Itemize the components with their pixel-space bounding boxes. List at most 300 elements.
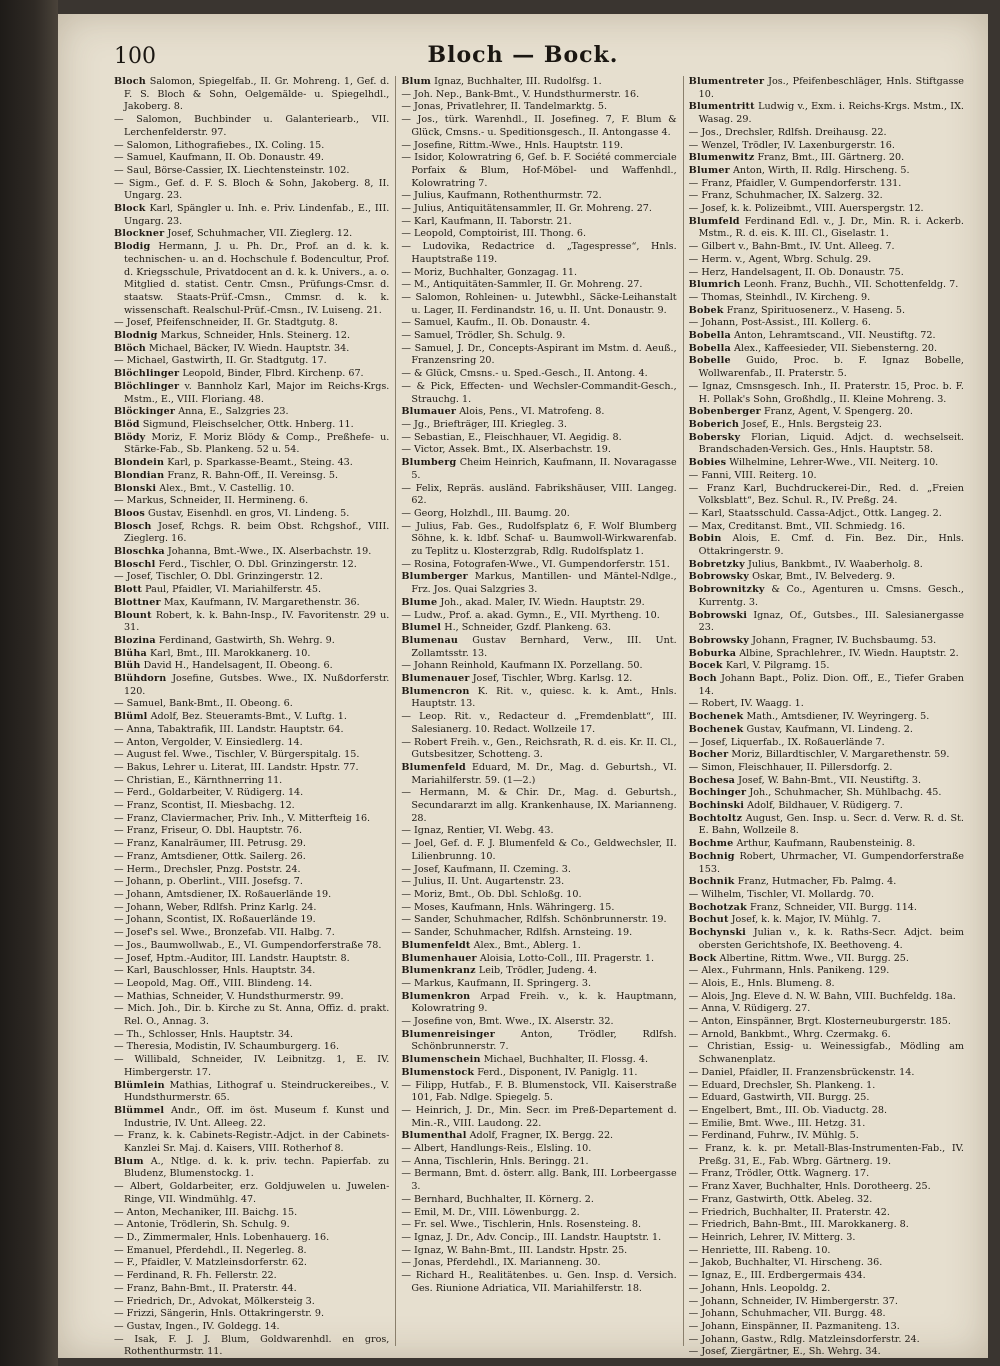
entry-text: Max, Creditanst. Bmt., VII. Schmiedg. 16. — [701, 520, 906, 532]
repeat-dash: — — [688, 990, 702, 1002]
entry-text: Franz, Agent, V. Spengerg. 20. — [763, 406, 913, 418]
entry-surname: Bobersky — [688, 431, 741, 443]
repeat-dash: — — [114, 952, 127, 964]
entry-text: Jg., Briefträger, III. Kriegleg. 3. — [413, 418, 567, 430]
directory-entry — [114, 114, 389, 139]
entry-text: Jonas, Pferdehdl., IX. Marianneng. 30. — [413, 1257, 601, 1269]
repeat-dash: — — [114, 139, 127, 151]
entry-text: Karl, Kaufmann, II. Taborstr. 21. — [413, 215, 572, 227]
directory-entry — [114, 902, 389, 915]
directory-entry — [689, 1270, 964, 1283]
entry-surname: Bloschka — [114, 546, 165, 558]
entry-surname: Bobrowsky — [688, 634, 750, 646]
entry-text: Johann, Schuhmacher, VII. Burgg. 48. — [701, 1308, 886, 1320]
directory-entry — [401, 914, 676, 927]
directory-entry — [689, 1041, 964, 1066]
directory-entry — [114, 838, 389, 851]
directory-entry — [114, 228, 389, 241]
entry-text: Markus, Kaufmann, II. Springerg. 3. — [413, 977, 592, 989]
entry-surname: Bochinger — [688, 787, 747, 799]
entry-surname: Blümlein — [114, 1079, 165, 1091]
directory-entry — [401, 101, 676, 114]
repeat-dash: — — [401, 787, 420, 799]
entry-surname: Blum — [401, 76, 432, 87]
entry-text: Ignaz, Rentier, VI. Webg. 43. — [413, 825, 554, 837]
entry-text: Albert, Goldarbeiter, erz. Goldjuwelen u. Juwelen-Ringe, VII. Windmühlg. 47. — [124, 1181, 390, 1205]
repeat-dash: — — [688, 1244, 702, 1256]
entry-surname: Blume — [401, 596, 438, 608]
entry-text: Sander, Schuhmacher, Rdlfsh. Arnsteing. 19. — [413, 927, 633, 939]
directory-entry — [114, 165, 389, 178]
repeat-dash: — — [688, 1219, 702, 1231]
directory-entry — [689, 533, 964, 558]
entry-text: Joel, Gef. d. F. J. Blumenfeld & Co., Geldwechsler, II. Lilienbrunng. 10. — [411, 838, 677, 862]
repeat-dash: — — [114, 965, 127, 977]
repeat-dash: — — [401, 139, 414, 151]
directory-entry — [401, 457, 676, 482]
repeat-dash: — — [401, 330, 414, 342]
directory-entry — [689, 635, 964, 648]
directory-entry — [401, 343, 676, 368]
directory-entry — [401, 1080, 676, 1105]
entry-surname: Blodnig — [114, 330, 158, 342]
repeat-dash: — — [114, 1244, 127, 1256]
entry-text: Daniel, Pfaidler, II. Franzensbrückenstr. 14. — [701, 1066, 915, 1078]
directory-entry — [114, 241, 389, 317]
entry-surname: Blodig — [114, 241, 151, 253]
entry-text: Johann, Gastw., Rdlg. Matzleinsdorferstr. 24. — [701, 1333, 920, 1345]
entry-surname: Bocek — [688, 660, 723, 672]
repeat-dash: — — [114, 850, 127, 862]
entry-text: Johann, Weber, Rdlfsh. Prinz Karlg. 24. — [126, 901, 317, 913]
repeat-dash: — — [114, 901, 127, 913]
entry-text: Salomon, Spiegelfab., II. Gr. Mohreng. 1, Gef. d. F. S. Bloch & Sohn, Oelgemälde- u. Spiegelhdl., Jakoberg. 8. — [124, 76, 390, 113]
directory-entry — [114, 1181, 389, 1206]
entry-text: Alex., Bmt., Ablerg. 1. — [473, 939, 581, 951]
entry-surname: Bochynski — [688, 927, 747, 939]
repeat-dash: — — [688, 266, 702, 278]
repeat-dash: — — [114, 977, 127, 989]
directory-entry — [689, 140, 964, 153]
entry-text: Christian, Essig- u. Weinessigfab., Mödling am Schwanenplatz. — [698, 1041, 964, 1066]
directory-entry — [689, 851, 964, 876]
entry-text: Johann, Fragner, IV. Buchsbaumg. 53. — [752, 634, 937, 646]
entry-text: Josef, Liquerfab., IX. Roßauerlände 7. — [701, 736, 885, 748]
directory-entry — [114, 762, 389, 775]
entry-text: Eduard, Drechsler, Sh. Plankeng. 1. — [701, 1079, 876, 1091]
entry-text: Franz, k. k. pr. Metall-Blas-Instrumenten-Fab., IV. Preßg. 31, E., Fab. Wbrg. Gärtnerg. 19. — [698, 1143, 964, 1167]
directory-entry — [401, 330, 676, 343]
entry-text: Emilie, Bmt. Wwe., III. Hetzg. 31. — [701, 1117, 866, 1129]
directory-entry — [689, 508, 964, 521]
directory-entry — [689, 800, 964, 813]
directory-entry — [401, 1219, 676, 1232]
directory-entry — [689, 1105, 964, 1118]
directory-entry — [401, 292, 676, 317]
entry-surname: Bobies — [688, 457, 727, 469]
directory-entry — [401, 76, 676, 89]
directory-entry — [401, 483, 676, 508]
directory-entry — [689, 749, 964, 762]
directory-entry — [114, 940, 389, 953]
directory-entry — [689, 1296, 964, 1309]
repeat-dash: — — [401, 1219, 414, 1231]
directory-entry — [401, 991, 676, 1016]
directory-entry — [689, 381, 964, 406]
entry-columns — [114, 76, 964, 1358]
entry-surname: Blumenfeldt — [401, 939, 471, 951]
repeat-dash: — — [401, 876, 414, 888]
directory-entry — [114, 1080, 389, 1105]
entry-text: Victor, Assek. Bmt., IX. Alserbachstr. 19. — [413, 444, 611, 456]
directory-entry — [401, 267, 676, 280]
directory-entry — [401, 1245, 676, 1258]
directory-entry — [114, 152, 389, 165]
repeat-dash: — — [401, 520, 417, 532]
repeat-dash: — — [114, 939, 127, 951]
repeat-dash: — — [401, 1231, 414, 1243]
repeat-dash: — — [688, 380, 703, 392]
entry-text: Guido, Proc. b. F. Ignaz Bobelle, Wollwarenfab., II. Praterstr. 5. — [698, 355, 964, 380]
entry-text: Rosina, Fotografen-Wwe., VI. Gumpendorferstr. 151. — [413, 558, 670, 570]
repeat-dash: — — [401, 418, 414, 430]
entry-text: Arpad Freih. v., k. k. Hauptmann, Kolowratring 9. — [411, 990, 677, 1015]
repeat-dash: — — [688, 1308, 702, 1320]
directory-entry — [114, 1130, 389, 1155]
entry-text: Engelbert, Bmt., III. Ob. Viaductg. 28. — [701, 1104, 888, 1116]
directory-entry — [401, 762, 676, 787]
repeat-dash: — — [114, 787, 127, 799]
directory-entry — [689, 660, 964, 673]
entry-text: Ignaz, J. Dr., Adv. Concip., III. Landstr. Hauptstr. 1. — [413, 1231, 662, 1243]
entry-text: Wenzel, Trödler, IV. Laxenburgerstr. 16. — [701, 139, 895, 151]
repeat-dash: — — [114, 1219, 127, 1231]
directory-entry — [114, 546, 389, 559]
entry-text: D., Zimmermaler, Hnls. Lobenhauerg. 16. — [126, 1231, 330, 1243]
entry-text: Ignaz, W. Bahn-Bmt., III. Landstr. Hpstr. 25. — [413, 1244, 628, 1256]
entry-text: Jonas, Privatlehrer, II. Tandelmarktg. 5. — [413, 101, 608, 113]
repeat-dash: — — [688, 1193, 702, 1205]
entry-text: Michael, Bäcker, IV. Wiedn. Hauptstr. 34. — [149, 342, 350, 354]
entry-text: Simon, Fleischhauer, II. Pillersdorfg. 2. — [701, 761, 893, 773]
entry-text: Jos., Drechsler, Rdlfsh. Dreihausg. 22. — [701, 126, 887, 138]
directory-entry — [689, 406, 964, 419]
repeat-dash: — — [688, 139, 702, 151]
entry-text: Saul, Börse-Cassier, IX. Liechtensteinstr. 102. — [126, 164, 350, 176]
entry-surname: Blumenreisinger — [401, 1028, 495, 1040]
directory-entry — [689, 203, 964, 216]
entry-text: Anton, Trödler, Rdlfsh. Schönbrunnerstr. 7. — [411, 1028, 677, 1053]
directory-entry — [689, 559, 964, 572]
repeat-dash: — — [114, 927, 127, 939]
directory-entry — [401, 1029, 676, 1054]
entry-text: Aloisia, Lotto-Coll., III. Pragerstr. 1. — [479, 952, 654, 964]
repeat-dash: — — [688, 469, 702, 481]
entry-text: Franz, R. Bahn-Off., II. Vereinsg. 5. — [167, 469, 339, 481]
repeat-dash: — — [688, 1333, 702, 1345]
entry-text: Mathias, Schneider, V. Hundsthurmerstr. 99. — [126, 990, 344, 1002]
entry-surname: Blümmel — [114, 1104, 165, 1116]
entry-text: Bernhard, Buchhalter, II. Körnerg. 2. — [413, 1193, 594, 1205]
entry-text: Johann, Schneider, IV. Himbergerstr. 37. — [701, 1295, 898, 1307]
entry-text: Anna, Tischlerin, Hnls. Beringg. 21. — [413, 1155, 589, 1167]
entry-text: Franz, Friseur, O. Dbl. Hauptstr. 76. — [126, 825, 303, 837]
directory-entry — [114, 775, 389, 788]
directory-entry — [401, 216, 676, 229]
directory-entry — [114, 1041, 389, 1054]
entry-text: Josef, Pfeifenschneider, II. Gr. Stadtgutg. 8. — [126, 317, 338, 329]
entry-text: Gustav, Eisenhdl. en gros, VI. Lindeng. 5. — [148, 507, 350, 519]
entry-text: Arnold, Bankbmt., Whrg. Czermakg. 6. — [701, 1028, 891, 1040]
entry-text: Josefine von, Bmt. Wwe., IX. Alserstr. 32. — [413, 1016, 614, 1028]
repeat-dash: — — [688, 190, 702, 202]
directory-entry — [114, 749, 389, 762]
directory-entry — [114, 1245, 389, 1258]
entry-text: Th., Schlosser, Hnls. Hauptstr. 34. — [126, 1028, 294, 1040]
repeat-dash: — — [114, 749, 127, 761]
directory-entry — [689, 178, 964, 191]
entry-surname: Blumentritt — [688, 101, 755, 113]
entry-text: Anna, V. Rüdigerg. 27. — [701, 1003, 811, 1015]
entry-surname: Blumentreter — [688, 76, 765, 87]
directory-entry — [689, 1067, 964, 1080]
repeat-dash: — — [688, 520, 702, 532]
repeat-dash: — — [401, 342, 415, 354]
directory-entry — [401, 114, 676, 139]
repeat-dash: — — [688, 1346, 702, 1358]
repeat-dash: — — [114, 838, 127, 850]
directory-entry — [401, 838, 676, 863]
entry-text: Josef, Tischler, Wbrg. Karlsg. 12. — [472, 673, 633, 685]
directory-entry — [689, 190, 964, 203]
entry-text: Franz, Spirituosenerz., V. Haseng. 5. — [726, 304, 906, 316]
entry-text: Alois, E., Hnls. Blumeng. 8. — [701, 977, 835, 989]
directory-entry — [401, 1054, 676, 1067]
entry-text: Filipp, Hutfab., F. B. Blumenstock, VII. Kaiserstraße 101, Fab. Ndlge. Spiegelg. 5. — [411, 1079, 677, 1104]
repeat-dash: — — [401, 101, 414, 113]
directory-entry — [114, 864, 389, 877]
repeat-dash: — — [688, 1041, 708, 1053]
repeat-dash: — — [688, 1079, 702, 1091]
entry-text: Josef, Hptm.-Auditor, III. Landstr. Hauptstr. 8. — [126, 952, 350, 964]
entry-surname: Blumrich — [688, 279, 741, 291]
entry-text: Sigm., Gef. d. F. S. Bloch & Sohn, Jakoberg. 8, II. Ungarg. 23. — [124, 177, 390, 202]
directory-entry — [689, 953, 964, 966]
directory-entry — [114, 432, 389, 457]
entry-text: Heinrich, Lehrer, IV. Mitterg. 3. — [701, 1231, 856, 1243]
repeat-dash: — — [401, 660, 414, 672]
entry-text: Karl, V. Pilgramg. 15. — [725, 660, 830, 672]
directory-entry — [689, 521, 964, 534]
directory-entry — [114, 660, 389, 673]
repeat-dash: — — [401, 114, 418, 126]
directory-entry — [689, 927, 964, 952]
repeat-dash: — — [114, 152, 127, 164]
repeat-dash: — — [401, 215, 414, 227]
entry-text: Gustav Bernhard, Verw., III. Unt. Zollamtsstr. 13. — [411, 634, 677, 659]
repeat-dash: — — [401, 228, 414, 240]
entry-text: Theresia, Modistin, IV. Schaumburgerg. 16. — [126, 1041, 339, 1053]
entry-text: Josef, Rchgs. R. beim Obst. Rchgshof., VIII. Zieglerg. 16. — [124, 520, 390, 545]
repeat-dash: — — [114, 914, 127, 926]
entry-text: Michael, Gastwirth, II. Gr. Stadtgutg. 17. — [126, 355, 327, 367]
repeat-dash: — — [401, 1016, 414, 1028]
entry-text: Arthur, Kaufmann, Raubensteinig. 8. — [736, 838, 916, 850]
directory-entry — [689, 724, 964, 737]
entry-surname: Blum — [114, 1155, 144, 1167]
entry-text: Frizzi, Sängerin, Hnls. Ottakringerstr. 9. — [126, 1308, 325, 1320]
directory-entry — [689, 470, 964, 483]
entry-text: Franz, k. k. Cabinets-Registr.-Adjct. in der Cabinets-Kanzlei Sr. Maj. d. Kaisers, VIII. Rotherhof 8. — [124, 1130, 390, 1155]
repeat-dash: — — [114, 1282, 127, 1294]
directory-entry — [689, 1219, 964, 1232]
entry-surname: Blumencron — [401, 685, 470, 697]
directory-entry — [114, 1054, 389, 1079]
entry-surname: Bobella — [688, 330, 731, 342]
entry-surname: Bock — [688, 952, 717, 964]
entry-surname: Blozina — [114, 634, 156, 646]
directory-entry — [689, 267, 964, 280]
repeat-dash: — — [401, 266, 414, 278]
entry-text: Josef, W. Bahn-Bmt., VII. Neustiftg. 3. — [738, 774, 922, 786]
directory-entry — [401, 203, 676, 216]
repeat-dash: — — [401, 190, 414, 202]
entry-text: Felix, Repräs. ausländ. Fabrikshäuser, VIII. Langeg. 62. — [411, 482, 677, 507]
repeat-dash: — — [688, 1028, 702, 1040]
directory-entry — [401, 1130, 676, 1143]
entry-text: Robert, Uhrmacher, VI. Gumpendorferstraße 153. — [698, 850, 964, 875]
directory-entry — [401, 279, 676, 292]
entry-text: Albine, Sprachlehrer., IV. Wiedn. Hauptstr. 2. — [739, 647, 959, 659]
repeat-dash: — — [688, 1270, 702, 1282]
directory-page — [58, 14, 988, 1358]
entry-text: Franz, Bahn-Bmt., II. Praterstr. 44. — [126, 1282, 297, 1294]
directory-entry — [689, 571, 964, 584]
repeat-dash: — — [401, 482, 416, 494]
entry-surname: Blumenschein — [401, 1054, 481, 1066]
entry-surname: Blöd — [114, 418, 140, 430]
repeat-dash: — — [688, 317, 702, 329]
entry-text: Willibald, Schneider, IV. Leibnitzg. 1, E. IV. Himbergerstr. 17. — [124, 1054, 390, 1078]
entry-text: Leop. Rit. v., Redacteur d. „Fremdenblatt“, III. Salesianerg. 10. Redact. Wollzeile 17. — [411, 711, 677, 735]
directory-entry — [114, 584, 389, 597]
repeat-dash: — — [114, 495, 127, 507]
entry-text: Samuel, Kaufm., II. Ob. Donaustr. 4. — [413, 317, 591, 329]
entry-surname: Blumenkron — [401, 990, 471, 1002]
directory-entry — [114, 1257, 389, 1270]
directory-entry — [689, 76, 964, 101]
directory-entry — [114, 635, 389, 648]
entry-text: Ignaz, Of., Gutsbes., III. Salesianergasse 23. — [698, 609, 964, 634]
entry-text: Adolf, Bez. Steueramts-Bmt., V. Luftg. 1. — [150, 711, 347, 723]
repeat-dash: — — [114, 1003, 128, 1015]
repeat-dash: — — [114, 1181, 130, 1193]
entry-text: Franz, Hutmacher, Fb. Palmg. 4. — [737, 876, 897, 888]
directory-entry — [401, 1270, 676, 1295]
entry-text: F., Pfaidler, V. Matzleinsdorferstr. 62. — [126, 1257, 307, 1269]
entry-text: Christian, E., Kärnthnerring 11. — [126, 774, 283, 786]
entry-text: Alex., Bmt., V. Castellig. 10. — [159, 482, 295, 494]
directory-entry — [114, 1308, 389, 1321]
repeat-dash: — — [401, 889, 414, 900]
repeat-dash: — — [688, 1143, 705, 1155]
entry-text: Sigmund, Fleischselcher, Ottk. Hnberg. 11. — [142, 418, 354, 430]
directory-entry — [689, 838, 964, 851]
repeat-dash: — — [401, 609, 414, 621]
directory-entry — [689, 787, 964, 800]
repeat-dash: — — [688, 1066, 702, 1078]
directory-entry — [689, 1207, 964, 1220]
repeat-dash: — — [114, 355, 127, 367]
entry-text: Gilbert v., Bahn-Bmt., IV. Unt. Alleeg. 7. — [701, 241, 895, 253]
directory-entry — [401, 241, 676, 266]
entry-text: Herz, Handelsagent, II. Ob. Donaustr. 75. — [701, 266, 904, 278]
entry-text: Jos., türk. Warenhdl., II. Josefineg. 7, F. Blum & Glück, Cmsns.- u. Speditionsgesch., II. Antongasse 4. — [411, 114, 677, 138]
entry-surname: Bobrowsky — [688, 571, 750, 583]
entry-surname: Blüml — [114, 711, 148, 723]
entry-text: August fel. Wwe., Tischler, V. Bürgerspitalg. 15. — [126, 749, 360, 761]
entry-text: Anton, Wirth, II. Rdlg. Hirscheng. 5. — [732, 164, 910, 176]
entry-text: Franz Xaver, Buchhalter, Hnls. Dorotheerg. 25. — [701, 1181, 931, 1193]
directory-entry — [401, 89, 676, 102]
entry-surname: Bochnig — [688, 850, 735, 862]
directory-entry — [401, 787, 676, 825]
directory-entry — [114, 495, 389, 508]
directory-entry — [114, 1270, 389, 1283]
entry-surname: Blumenwitz — [688, 152, 755, 164]
entry-text: Johann, p. Oberlint., VIII. Josefsg. 7. — [126, 876, 303, 888]
directory-entry — [689, 254, 964, 267]
entry-text: Johann, Amtsdiener, IX. Roßauerlände 19. — [126, 889, 332, 900]
entry-surname: Bochotzak — [688, 901, 747, 913]
repeat-dash: — — [401, 1244, 414, 1256]
page-header — [58, 14, 988, 74]
directory-entry — [401, 965, 676, 978]
entry-surname: Bochnik — [688, 876, 735, 888]
entry-text: Johanna, Bmt.-Wwe., IX. Alserbachstr. 19. — [167, 546, 372, 558]
book-spine — [0, 0, 58, 1366]
entry-text: Max, Kaufmann, IV. Margarethenstr. 36. — [163, 596, 360, 608]
repeat-dash: — — [114, 1041, 127, 1053]
entry-text: Moriz, F. Moriz Blödy & Comp., Preßhefe- u. Stärke-Fab., Sb. Plankeng. 52 u. 54. — [124, 431, 390, 456]
directory-entry — [114, 953, 389, 966]
repeat-dash: — — [688, 253, 702, 265]
entry-text: Friedrich, Dr., Advokat, Mölkersteig 3. — [126, 1295, 315, 1307]
entry-text: Johann, Scontist, IX. Roßauerlände 19. — [126, 914, 316, 926]
directory-entry — [401, 381, 676, 406]
entry-text: Math., Amtsdiener, IV. Weyringerg. 5. — [746, 711, 930, 723]
directory-entry — [114, 355, 389, 368]
repeat-dash: — — [401, 1155, 414, 1167]
directory-entry — [689, 1143, 964, 1168]
directory-entry — [689, 1232, 964, 1245]
entry-text: Ignaz, Buchhalter, III. Rudolfsg. 1. — [434, 76, 602, 87]
entry-text: Adolf, Bildhauer, V. Rüdigerg. 7. — [747, 800, 903, 812]
entry-text: Josefine, Rittm.-Wwe., Hnls. Hauptstr. 119. — [413, 139, 623, 151]
entry-surname: Blosch — [114, 520, 152, 532]
entry-surname: Boberich — [688, 418, 740, 430]
directory-entry — [689, 1245, 964, 1258]
directory-entry — [401, 711, 676, 736]
directory-entry — [401, 1194, 676, 1207]
entry-surname: Bloch — [114, 76, 146, 87]
directory-entry — [689, 1194, 964, 1207]
entry-text: Wilhelmine, Lehrer-Wwe., VII. Neiterg. 10. — [729, 457, 939, 469]
directory-entry — [114, 1283, 389, 1296]
column-1 — [114, 76, 390, 1358]
entry-surname: Blumenthal — [401, 1130, 467, 1142]
entry-surname: Bobenberger — [688, 406, 761, 418]
